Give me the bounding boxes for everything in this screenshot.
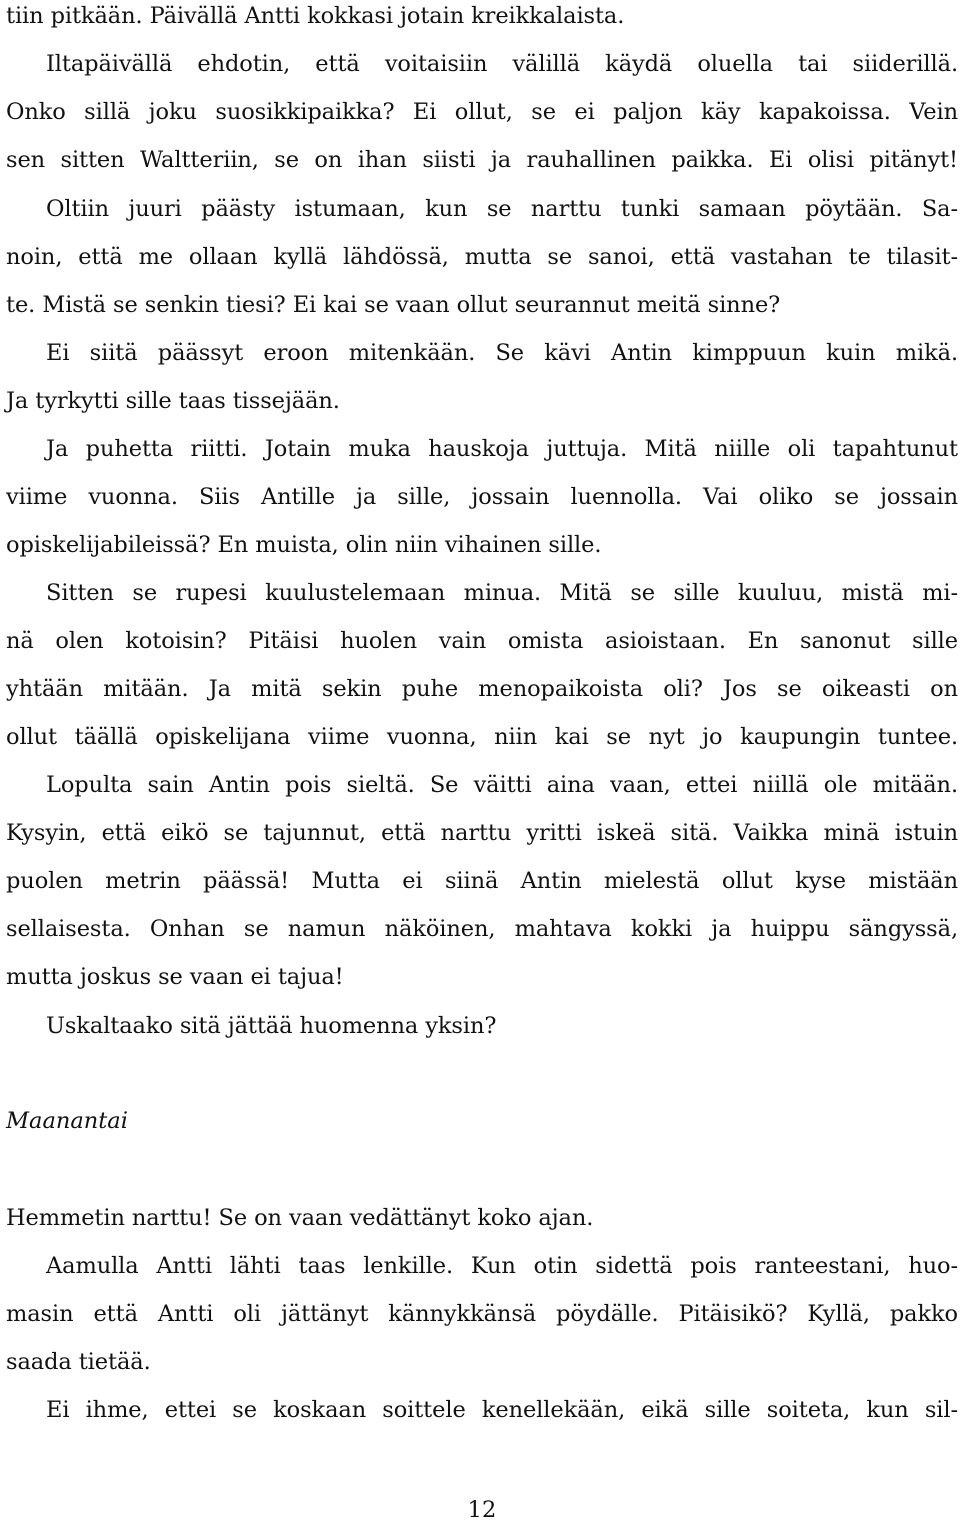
- text-line: saada tietää.: [6, 1349, 151, 1375]
- text-line: Ja puhetta riitti. Jotain muka hauskoja juttuja. Mitä niille oli tapahtunut: [46, 436, 958, 462]
- text-line: puolen metrin päässä! Mutta ei siinä Antin mielestä ollut kyse mistään: [6, 868, 958, 894]
- text-line: sen sitten Waltteriin, se on ihan siisti ja rauhallinen paikka. Ei olisi pitänyt!: [6, 147, 958, 173]
- text-line: noin, että me ollaan kyllä lähdössä, mutta se sanoi, että vastahan te tilasit-: [6, 244, 958, 270]
- text-line: masin että Antti oli jättänyt kännykkänsä pöydälle. Pitäisikö? Kyllä, pakko: [6, 1301, 958, 1327]
- book-page: [6, 0, 958, 1523]
- section-heading: Maanantai: [6, 1108, 128, 1134]
- text-line: viime vuonna. Siis Antille ja sille, jossain luennolla. Vai oliko se jossain: [6, 484, 958, 510]
- page-number: 12: [467, 1497, 497, 1523]
- text-line: Ei siitä päässyt eroon mitenkään. Se kävi Antin kimppuun kuin mikä.: [46, 340, 958, 366]
- text-line: Aamulla Antti lähti taas lenkille. Kun otin sidettä pois ranteestani, huo-: [46, 1253, 958, 1279]
- text-line: Sitten se rupesi kuulustelemaan minua. Mitä se sille kuuluu, mistä mi-: [46, 580, 958, 606]
- text-line: tiin pitkään. Päivällä Antti kokkasi jotain kreikkalaista.: [6, 3, 625, 29]
- text-line: mutta joskus se vaan ei tajua!: [6, 964, 344, 990]
- text-line: Ja tyrkytti sille taas tissejään.: [6, 388, 340, 414]
- text-line: nä olen kotoisin? Pitäisi huolen vain omista asioistaan. En sanonut sille: [6, 628, 958, 654]
- text-line: Onko sillä joku suosikkipaikka? Ei ollut, se ei paljon käy kapakoissa. Vein: [6, 99, 958, 125]
- text-line: sellaisesta. Onhan se namun näköinen, mahtava kokki ja huippu sängyssä,: [6, 916, 958, 942]
- text-line: Uskaltaako sitä jättää huomenna yksin?: [46, 1013, 497, 1039]
- text-line: Kysyin, että eikö se tajunnut, että narttu yritti iskeä sitä. Vaikka minä istuin: [6, 820, 958, 846]
- text-line: Oltiin juuri päästy istumaan, kun se narttu tunki samaan pöytään. Sa-: [46, 196, 958, 222]
- text-line: Lopulta sain Antin pois sieltä. Se väitti aina vaan, ettei niillä ole mitään.: [46, 772, 958, 798]
- text-line: Hemmetin narttu! Se on vaan vedättänyt koko ajan.: [6, 1205, 594, 1231]
- text-line: te. Mistä se senkin tiesi? Ei kai se vaan ollut seurannut meitä sinne?: [6, 292, 781, 318]
- text-line: opiskelijabileissä? En muista, olin niin vihainen sille.: [6, 532, 602, 558]
- text-line: ollut täällä opiskelijana viime vuonna, niin kai se nyt jo kaupungin tuntee.: [6, 724, 958, 750]
- text-line: Iltapäivällä ehdotin, että voitaisiin välillä käydä oluella tai siiderillä.: [46, 51, 958, 77]
- text-line: yhtään mitään. Ja mitä sekin puhe menopaikoista oli? Jos se oikeasti on: [6, 676, 958, 702]
- text-line: Ei ihme, ettei se koskaan soittele kenellekään, eikä sille soiteta, kun sil-: [46, 1397, 958, 1423]
